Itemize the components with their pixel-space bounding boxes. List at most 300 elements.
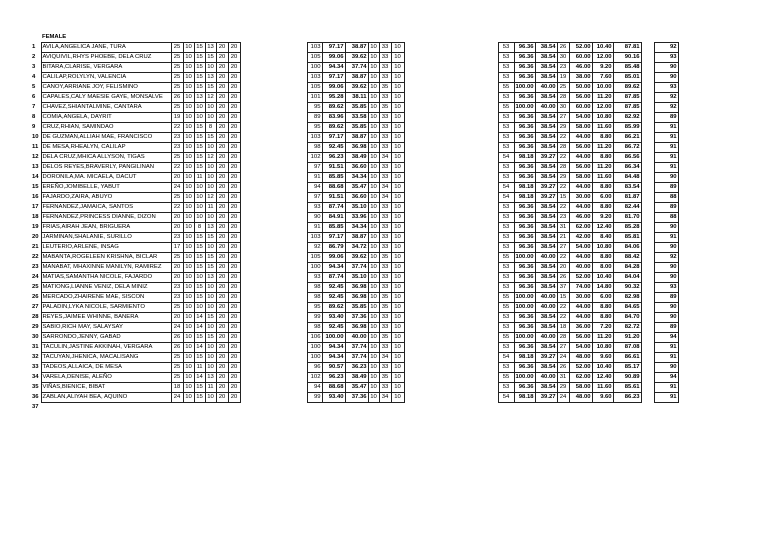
ww-total: 98 — [307, 143, 322, 153]
pt-ps: 96.36 — [514, 383, 535, 393]
qa-ps: 62.00 — [569, 373, 592, 383]
qa-ws: 8.80 — [592, 313, 613, 323]
ww-score-4: 10 — [205, 363, 216, 373]
ww-ps: 99.06 — [322, 53, 345, 63]
ww-total: 103 — [307, 73, 322, 83]
column-gap — [240, 253, 307, 263]
ww-score-5: 20 — [216, 353, 228, 363]
table-row — [31, 153, 678, 163]
ww-score-2: 10 — [183, 143, 194, 153]
pt-score-2: 33 — [379, 53, 391, 63]
ww-total: 105 — [307, 83, 322, 93]
ww-score-4: 10 — [205, 173, 216, 183]
qa-score: 29 — [557, 173, 569, 183]
qa-ps: 56.00 — [569, 163, 592, 173]
column-gap — [641, 203, 654, 213]
ww-score-6: 20 — [228, 263, 240, 273]
student-name: ZABLAN,ALIYAH BEA, AQUINO — [41, 393, 171, 403]
quarterly-grade: 90 — [654, 273, 678, 283]
ww-ws: 35.10 — [345, 273, 368, 283]
pt-total: 53 — [498, 233, 514, 243]
ww-ws: 36.60 — [345, 193, 368, 203]
ww-score-3: 15 — [194, 253, 205, 263]
table-row — [31, 233, 678, 243]
qa-ws: 10.00 — [592, 83, 613, 93]
quarterly-grade: 90 — [654, 313, 678, 323]
ww-score-3: 15 — [194, 83, 205, 93]
pt-ps: 100.00 — [514, 83, 535, 93]
column-gap — [240, 63, 307, 73]
column-gap — [240, 273, 307, 283]
ww-score-4: 10 — [205, 143, 216, 153]
sheet-body — [31, 33, 678, 412]
qa-ws: 10.40 — [592, 363, 613, 373]
column-gap — [240, 173, 307, 183]
ww-score-5: 20 — [216, 133, 228, 143]
row-number: 29 — [32, 324, 39, 330]
pt-score-1: 10 — [368, 133, 379, 143]
qa-ps: 44.00 — [569, 183, 592, 193]
column-gap — [240, 373, 307, 383]
row-number: 10 — [32, 134, 39, 140]
ww-score-6: 20 — [228, 103, 240, 113]
ww-ps: 85.85 — [322, 173, 345, 183]
ww-score-1: 26 — [171, 333, 183, 343]
pt-score-3: 10 — [391, 303, 404, 313]
ww-score-2: 10 — [183, 333, 194, 343]
ww-score-4: 10 — [205, 303, 216, 313]
student-name: FERNANDEZ,PRINCESS DIANNE, DIZON — [41, 213, 171, 223]
pt-score-2: 33 — [379, 223, 391, 233]
row-number: 25 — [32, 284, 39, 290]
pt-ps: 96.36 — [514, 203, 535, 213]
initial-grade: 84.65 — [613, 303, 641, 313]
qa-ws: 11.60 — [592, 173, 613, 183]
qa-score: 30 — [557, 53, 569, 63]
initial-grade: 90.32 — [613, 283, 641, 293]
row-number: 32 — [32, 354, 39, 360]
student-name: REYES,JAIMEE WHINNE, BANERA — [41, 313, 171, 323]
column-gap — [641, 253, 654, 263]
qa-ps: 44.00 — [569, 133, 592, 143]
ww-score-2: 10 — [183, 53, 194, 63]
column-gap — [641, 83, 654, 93]
pt-score-2: 34 — [379, 153, 391, 163]
table-row — [31, 363, 678, 373]
qa-score: 37 — [557, 283, 569, 293]
pt-ws: 38.54 — [535, 203, 557, 213]
pt-score-1: 10 — [368, 303, 379, 313]
student-name: DELOS REYES,BRAVERLY, PANGILINAN — [41, 163, 171, 173]
quarterly-grade: 91 — [654, 353, 678, 363]
ww-ws: 37.74 — [345, 263, 368, 273]
ww-ws: 33.58 — [345, 113, 368, 123]
pt-ws: 38.54 — [535, 283, 557, 293]
column-gap — [404, 223, 498, 233]
pt-score-1: 10 — [368, 123, 379, 133]
ww-score-6: 20 — [228, 303, 240, 313]
pt-score-3: 10 — [391, 83, 404, 93]
column-gap — [404, 143, 498, 153]
qa-ps: 54.00 — [569, 243, 592, 253]
student-name: DE GUZMAN,ALLIAH MAE, FRANCISCO — [41, 133, 171, 143]
ww-ps: 87.74 — [322, 273, 345, 283]
ww-total: 96 — [307, 363, 322, 373]
ww-score-1: 25 — [171, 373, 183, 383]
ww-score-1: 24 — [171, 323, 183, 333]
initial-grade: 84.06 — [613, 243, 641, 253]
student-name: BITARA,CLARISE, VERGARA — [41, 63, 171, 73]
pt-score-2: 33 — [379, 343, 391, 353]
pt-score-2: 34 — [379, 353, 391, 363]
ww-score-1: 23 — [171, 283, 183, 293]
pt-ps: 96.36 — [514, 123, 535, 133]
ww-score-3: 10 — [194, 213, 205, 223]
student-name: FAJARDO,ZAIRA, ABUYO — [41, 193, 171, 203]
column-gap — [240, 163, 307, 173]
column-gap — [240, 293, 307, 303]
quarterly-grade: 91 — [654, 393, 678, 403]
ww-score-3: 10 — [194, 103, 205, 113]
table-row — [31, 103, 678, 113]
pt-score-3: 10 — [391, 93, 404, 103]
ww-score-4: 15 — [205, 253, 216, 263]
ww-score-6: 20 — [228, 163, 240, 173]
pt-ws: 38.54 — [535, 143, 557, 153]
ww-score-1: 23 — [171, 233, 183, 243]
pt-ws: 38.54 — [535, 53, 557, 63]
ww-score-6: 20 — [228, 53, 240, 63]
quarterly-grade: 94 — [654, 333, 678, 343]
column-gap — [404, 343, 498, 353]
column-gap — [404, 233, 498, 243]
pt-ws: 40.00 — [535, 103, 557, 113]
ww-total: 103 — [307, 233, 322, 243]
pt-ps: 96.36 — [514, 363, 535, 373]
pt-ps: 96.36 — [514, 223, 535, 233]
pt-score-1: 10 — [368, 383, 379, 393]
header-row-number — [31, 33, 41, 43]
ww-ws: 38.11 — [345, 93, 368, 103]
row-number: 27 — [32, 304, 39, 310]
ww-score-4: 10 — [205, 63, 216, 73]
qa-ps: 30.00 — [569, 193, 592, 203]
table-row — [31, 243, 678, 253]
ww-score-5: 20 — [216, 93, 228, 103]
column-gap — [641, 373, 654, 383]
pt-score-1: 10 — [368, 183, 379, 193]
qa-ps: 36.00 — [569, 323, 592, 333]
column-gap — [240, 263, 307, 273]
ww-score-1: 23 — [171, 293, 183, 303]
ww-score-5: 20 — [216, 53, 228, 63]
table-row — [31, 143, 678, 153]
table-row — [31, 333, 678, 343]
ww-score-2: 10 — [183, 113, 194, 123]
initial-grade: 84.48 — [613, 173, 641, 183]
table-row — [31, 63, 678, 73]
pt-ws: 38.54 — [535, 163, 557, 173]
qa-ws: 8.80 — [592, 133, 613, 143]
qa-ws: 8.80 — [592, 153, 613, 163]
ww-score-3: 14 — [194, 343, 205, 353]
student-name: CAPALES,CALY MAESIE GAYE, MONSALVE — [41, 93, 171, 103]
table-row — [31, 183, 678, 193]
row-number: 16 — [32, 194, 39, 200]
ww-total: 100 — [307, 343, 322, 353]
pt-score-1: 10 — [368, 373, 379, 383]
ww-score-4: 15 — [205, 83, 216, 93]
row-number: 11 — [32, 144, 39, 150]
qa-ps: 54.00 — [569, 343, 592, 353]
ww-score-2: 10 — [183, 43, 194, 53]
ww-score-2: 10 — [183, 163, 194, 173]
column-gap — [240, 363, 307, 373]
row-number: 37 — [32, 403, 39, 410]
table-row — [31, 283, 678, 293]
qa-score: 23 — [557, 213, 569, 223]
quarterly-grade: 90 — [654, 223, 678, 233]
qa-ps: 56.00 — [569, 333, 592, 343]
table-row — [31, 213, 678, 223]
pt-ps: 96.36 — [514, 233, 535, 243]
ww-score-5: 20 — [216, 43, 228, 53]
quarterly-grade: 93 — [654, 283, 678, 293]
column-gap — [641, 133, 654, 143]
column-gap — [240, 123, 307, 133]
initial-grade: 84.70 — [613, 313, 641, 323]
ww-score-3: 15 — [194, 123, 205, 133]
student-name: CALILAP,ROLYLYN, VALENCIA — [41, 73, 171, 83]
qa-ws: 8.80 — [592, 183, 613, 193]
ww-ws: 37.74 — [345, 63, 368, 73]
qa-ps: 48.00 — [569, 393, 592, 403]
ww-ps: 92.45 — [322, 293, 345, 303]
ww-ps: 92.45 — [322, 283, 345, 293]
pt-ps: 96.36 — [514, 43, 535, 53]
ww-score-3: 15 — [194, 133, 205, 143]
pt-score-1: 10 — [368, 293, 379, 303]
ww-ws: 38.87 — [345, 43, 368, 53]
column-gap — [240, 353, 307, 363]
qa-score: 26 — [557, 273, 569, 283]
pt-ps: 96.36 — [514, 173, 535, 183]
pt-score-1: 10 — [368, 43, 379, 53]
pt-score-3: 10 — [391, 243, 404, 253]
ww-score-4: 10 — [205, 343, 216, 353]
ww-score-1: 25 — [171, 303, 183, 313]
ww-ws: 36.98 — [345, 293, 368, 303]
ww-ps: 89.62 — [322, 303, 345, 313]
quarterly-grade: 89 — [654, 203, 678, 213]
pt-ws: 38.54 — [535, 123, 557, 133]
qa-ws: 8.80 — [592, 203, 613, 213]
column-gap — [641, 353, 654, 363]
row-number: 5 — [32, 84, 36, 90]
row-number: 22 — [32, 254, 39, 260]
pt-score-3: 10 — [391, 103, 404, 113]
pt-ws: 38.54 — [535, 313, 557, 323]
pt-ps: 96.36 — [514, 323, 535, 333]
qa-ps: 58.00 — [569, 123, 592, 133]
ww-score-2: 10 — [183, 373, 194, 383]
ww-score-2: 10 — [183, 353, 194, 363]
pt-ps: 100.00 — [514, 253, 535, 263]
pt-ps: 96.36 — [514, 133, 535, 143]
pt-ws: 40.00 — [535, 293, 557, 303]
pt-score-2: 33 — [379, 213, 391, 223]
pt-ws: 38.54 — [535, 273, 557, 283]
qa-ws: 9.60 — [592, 393, 613, 403]
table-row — [31, 303, 678, 313]
pt-ws: 38.54 — [535, 223, 557, 233]
column-gap — [404, 73, 498, 83]
qa-score: 22 — [557, 153, 569, 163]
ww-score-5: 20 — [216, 123, 228, 133]
ww-score-3: 10 — [194, 273, 205, 283]
column-gap — [404, 153, 498, 163]
quarterly-grade: 94 — [654, 373, 678, 383]
ww-ws: 39.62 — [345, 83, 368, 93]
column-gap — [404, 333, 498, 343]
student-name: DE MESA,RHEALYN, CALILAP — [41, 143, 171, 153]
column-gap — [240, 43, 307, 53]
ww-ps: 97.17 — [322, 133, 345, 143]
row-number: 19 — [32, 224, 39, 230]
ww-score-3: 15 — [194, 263, 205, 273]
qa-ws: 8.40 — [592, 233, 613, 243]
pt-score-2: 34 — [379, 183, 391, 193]
ww-ps: 96.23 — [322, 153, 345, 163]
quarterly-grade: 91 — [654, 133, 678, 143]
ww-total: 98 — [307, 283, 322, 293]
ww-score-4: 15 — [205, 233, 216, 243]
pt-score-2: 33 — [379, 203, 391, 213]
row-number: 36 — [32, 394, 39, 400]
qa-ws: 8.80 — [592, 303, 613, 313]
column-gap — [641, 73, 654, 83]
pt-score-2: 33 — [379, 93, 391, 103]
pt-total: 53 — [498, 273, 514, 283]
row-number: 30 — [32, 334, 39, 340]
column-gap — [240, 93, 307, 103]
ww-score-6: 20 — [228, 373, 240, 383]
ww-score-6: 20 — [228, 213, 240, 223]
ww-score-2: 10 — [183, 273, 194, 283]
pt-ps: 96.36 — [514, 213, 535, 223]
qa-score: 26 — [557, 363, 569, 373]
header-row — [31, 33, 678, 43]
pt-score-3: 10 — [391, 153, 404, 163]
column-gap — [404, 263, 498, 273]
column-gap — [240, 73, 307, 83]
ww-ps: 93.40 — [322, 393, 345, 403]
initial-grade: 86.34 — [613, 163, 641, 173]
column-gap — [641, 363, 654, 373]
column-gap — [641, 233, 654, 243]
table-row — [31, 393, 678, 403]
ww-total: 91 — [307, 173, 322, 183]
qa-ps: 48.00 — [569, 353, 592, 363]
pt-score-2: 35 — [379, 293, 391, 303]
ww-score-3: 10 — [194, 303, 205, 313]
pt-score-1: 10 — [368, 263, 379, 273]
ww-score-6: 20 — [228, 113, 240, 123]
qa-ws: 11.20 — [592, 93, 613, 103]
ww-ws: 36.98 — [345, 143, 368, 153]
initial-grade: 90.16 — [613, 53, 641, 63]
pt-ws: 38.54 — [535, 263, 557, 273]
ww-total: 100 — [307, 63, 322, 73]
ww-ps: 94.34 — [322, 263, 345, 273]
quarterly-grade: 89 — [654, 293, 678, 303]
ww-score-5: 20 — [216, 293, 228, 303]
quarterly-grade: 93 — [654, 83, 678, 93]
pt-ws: 40.00 — [535, 83, 557, 93]
ww-score-2: 10 — [183, 293, 194, 303]
row-number: 17 — [32, 204, 39, 210]
column-gap — [641, 313, 654, 323]
qa-ws: 8.80 — [592, 253, 613, 263]
ww-score-5: 20 — [216, 223, 228, 233]
ww-ps: 99.06 — [322, 253, 345, 263]
row-number: 21 — [32, 244, 39, 250]
ww-score-1: 18 — [171, 383, 183, 393]
pt-score-1: 10 — [368, 63, 379, 73]
student-name: TACULIN,JASTINE AKKINAH, VERGARA — [41, 343, 171, 353]
ww-score-5: 20 — [216, 273, 228, 283]
pt-score-2: 35 — [379, 303, 391, 313]
ww-score-5: 20 — [216, 323, 228, 333]
ww-score-2: 10 — [183, 123, 194, 133]
pt-score-1: 10 — [368, 173, 379, 183]
column-gap — [404, 193, 498, 203]
ww-ps: 84.91 — [322, 213, 345, 223]
table-row — [31, 73, 678, 83]
qa-ws: 9.20 — [592, 213, 613, 223]
pt-score-1: 10 — [368, 153, 379, 163]
pt-score-3: 10 — [391, 393, 404, 403]
qa-score: 18 — [557, 323, 569, 333]
pt-total: 55 — [498, 253, 514, 263]
qa-ps: 60.00 — [569, 53, 592, 63]
pt-score-2: 33 — [379, 243, 391, 253]
column-gap — [404, 373, 498, 383]
student-name: TACUYAN,JHENICA, MACALISANG — [41, 353, 171, 363]
column-gap — [404, 323, 498, 333]
column-gap — [641, 223, 654, 233]
ww-score-1: 25 — [171, 63, 183, 73]
qa-ws: 11.60 — [592, 123, 613, 133]
ww-score-3: 10 — [194, 113, 205, 123]
ww-total: 105 — [307, 253, 322, 263]
student-name: MATIAS,SAMANTHA NICOLE, FAJARDO — [41, 273, 171, 283]
column-gap — [404, 103, 498, 113]
table-row — [31, 43, 678, 53]
column-gap — [240, 103, 307, 113]
pt-score-2: 33 — [379, 143, 391, 153]
qa-ps: 58.00 — [569, 173, 592, 183]
pt-ws: 38.54 — [535, 343, 557, 353]
pt-score-2: 33 — [379, 113, 391, 123]
student-name: CHAVEZ,SHIANTALMINE, CANTARA — [41, 103, 171, 113]
ww-ws: 38.87 — [345, 73, 368, 83]
table-row — [31, 253, 678, 263]
qa-ps: 56.00 — [569, 93, 592, 103]
ww-score-4: 10 — [205, 323, 216, 333]
column-gap — [404, 243, 498, 253]
column-gap — [641, 293, 654, 303]
